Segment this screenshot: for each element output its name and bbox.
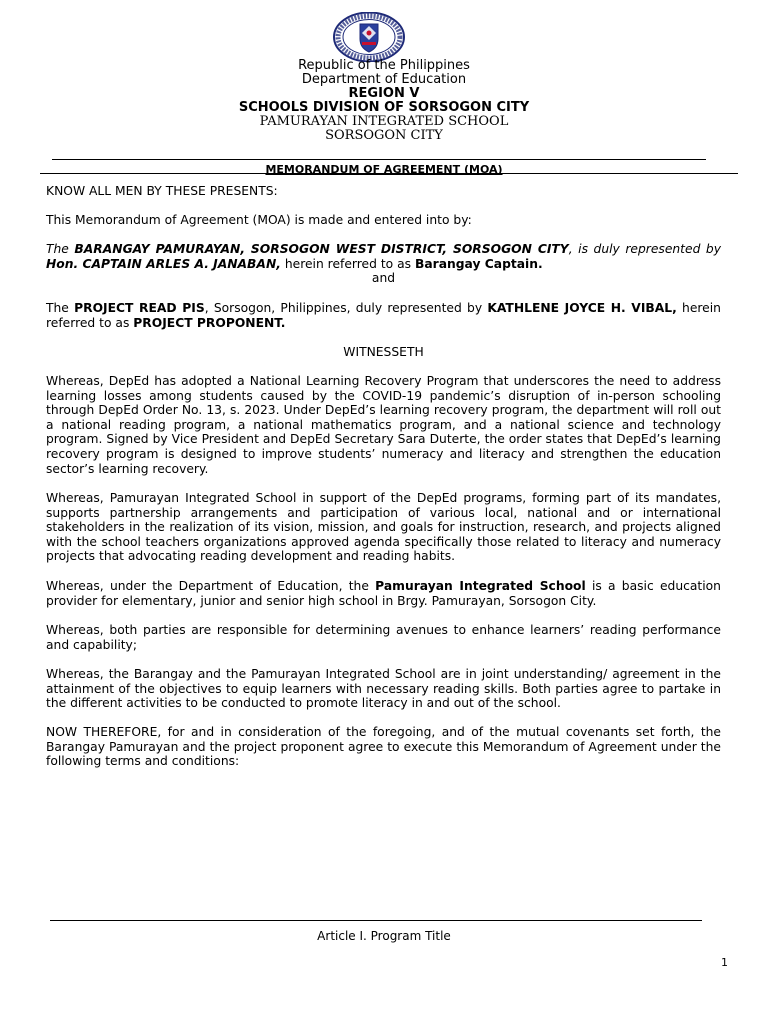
whereas-paragraph-5: Whereas, the Barangay and the Pamurayan Integrated School are in joint understanding/ agreement in the attainment of the objectives to equip learners with necessary reading skills. Both parties agree to partake in the different activities to be conducted to promote literacy in and out of the school. — [46, 667, 721, 711]
party-one-the: The — [46, 242, 69, 256]
article-rule — [50, 920, 702, 921]
division-line: SCHOOLS DIVISION OF SORSOGON CITY — [238, 100, 530, 115]
now-therefore-paragraph: NOW THEREFORE, for and in consideration of the foregoing, and of the mutual covenants set forth, the Barangay Pamurayan and the project proponent agree to execute this Memorandum of Agreement under the following terms and conditions: — [46, 725, 721, 769]
party-one-ref: herein referred to as — [284, 256, 412, 271]
republic-line: Republic of the Philippines — [298, 58, 470, 73]
made-by-line: This Memorandum of Agreement (MOA) is made and entered into by: — [46, 213, 472, 227]
party-two-mid: , Sorsogon, Philippines, duly represented by — [204, 301, 483, 315]
party-one-paragraph — [46, 242, 721, 271]
whereas-3-end: is a basic education provider for elementary, junior and senior high school in Brgy. Pamurayan, Sorsogon City. — [46, 579, 721, 608]
whereas-3-start: Whereas, under the Department of Education, the — [46, 579, 369, 593]
school-line: PAMURAYAN INTEGRATED SCHOOL — [259, 114, 509, 129]
party-two-paragraph — [46, 301, 721, 330]
party-one-mid: , is duly represented by — [568, 242, 721, 256]
party-two-name: PROJECT READ PIS — [74, 301, 205, 315]
party-two-the: The — [46, 301, 69, 315]
department-line: Department of Education — [301, 72, 467, 87]
document-title: MEMORANDUM OF AGREEMENT (MOA) — [265, 163, 503, 176]
party-one-name: BARANGAY PAMURAYAN, SORSOGON WEST DISTRICT, SORSOGON CITY — [74, 242, 569, 256]
whereas-3-school-name: Pamurayan Integrated School — [375, 579, 586, 593]
party-two-ref: herein referred to as — [46, 301, 721, 330]
header-rule — [52, 159, 706, 160]
whereas-paragraph-2: Whereas, Pamurayan Integrated School in support of the DepEd programs, forming part of its mandates, supports partnership arrangements and participation of various local, national and or international stakeholders in the realization of its vision, mission, and goals for instruction, research, and projects aligned with the school teachers organizations approved agenda specifically those related to literacy and numeracy projects that advocating reading development and reading habits. — [46, 491, 721, 564]
article-one-heading: Article I. Program Title — [317, 929, 451, 943]
region-line: REGION V — [348, 86, 420, 101]
page-number: 1 — [721, 956, 728, 969]
whereas-paragraph-4: Whereas, both parties are responsible for determining avenues to enhance learners’ reading performance and capability; — [46, 623, 721, 652]
whereas-paragraph-3 — [46, 579, 721, 608]
party-one-representative: Hon. CAPTAIN ARLES A. JANABAN, — [46, 256, 281, 271]
party-two-role: PROJECT PROPONENT. — [133, 315, 286, 330]
and-line: and — [371, 271, 396, 285]
title-rule — [40, 173, 738, 174]
witnesseth-heading: WITNESSETH — [343, 345, 424, 359]
whereas-paragraph-1: Whereas, DepEd has adopted a National Learning Recovery Program that underscores the need to address learning losses among students caused by the COVID-19 pandemic’s disruption of in-person schooling through DepEd Order No. 13, s. 2023. Under DepEd’s learning recovery program, the department will roll out a national reading program, a national mathematics program, and a national science and technology program. Signed by Vice President and DepEd Secretary Sara Duterte, the order states that DepEd’s learning recovery program is designed to improve students’ numeracy and literacy and strengthen the education sector’s learning recovery. — [46, 374, 721, 476]
know-all-line: KNOW ALL MEN BY THESE PRESENTS: — [46, 184, 278, 198]
deped-seal-logo — [333, 12, 405, 62]
party-two-representative: KATHLENE JOYCE H. VIBAL, — [487, 301, 677, 315]
party-one-role: Barangay Captain. — [414, 256, 543, 271]
city-line: SORSOGON CITY — [325, 128, 443, 143]
